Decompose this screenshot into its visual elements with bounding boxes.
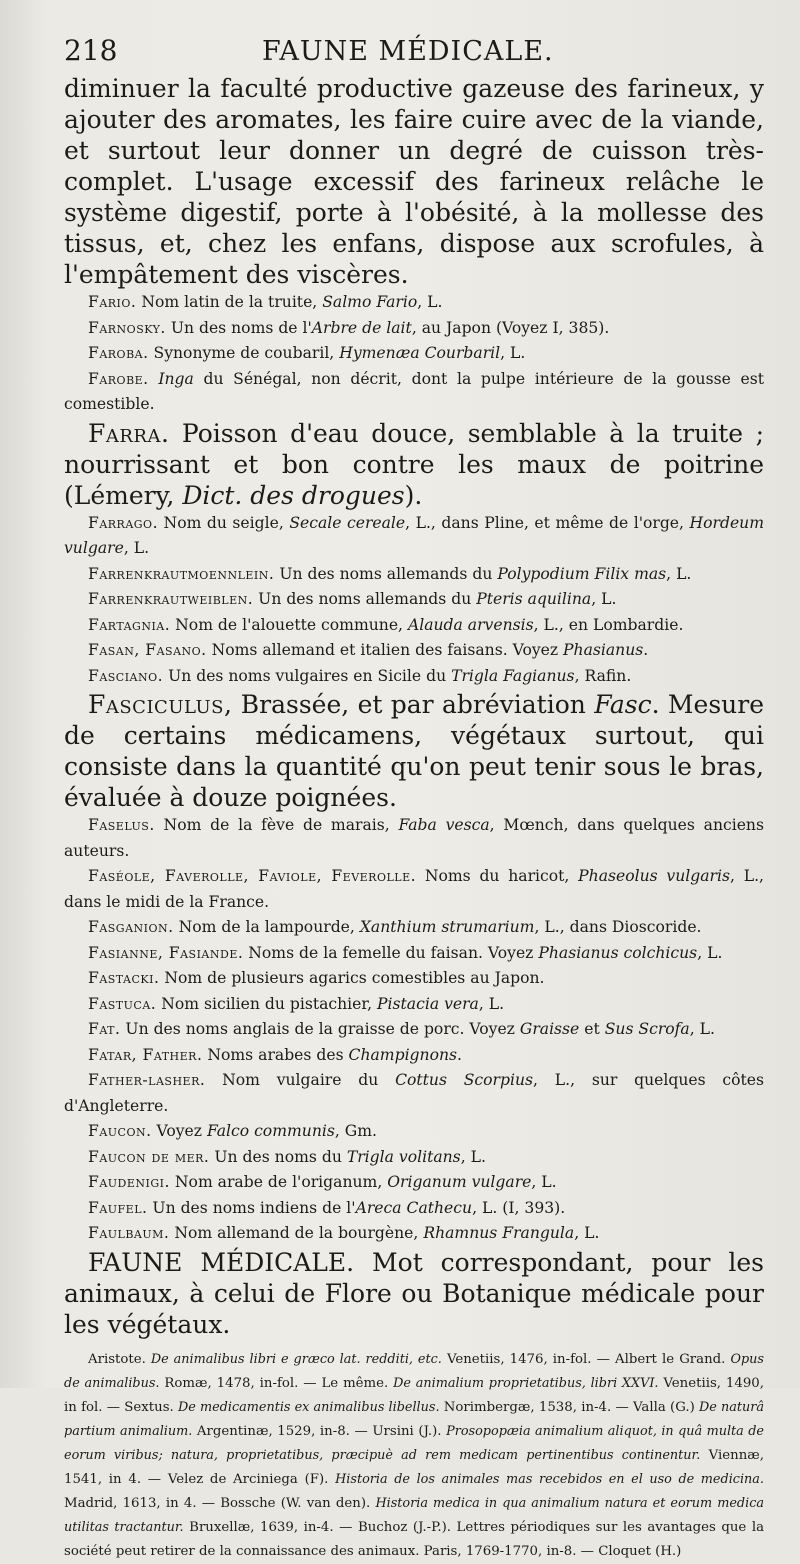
entry-text: , Mœnch, dans quelques anciens auteurs. — [64, 816, 764, 860]
entry-text: Nom vulgaire du — [205, 1071, 396, 1089]
bib-title: De animalibus libri e græco lat. redditi, etc. — [150, 1351, 442, 1367]
headword: Fario. — [88, 293, 137, 311]
running-title: FAUNE MÉDICALE. — [262, 36, 554, 67]
entry-text: , L., en Lombardie. — [533, 615, 684, 634]
entry-text: , L. — [417, 293, 443, 311]
entry-faufel — [64, 1196, 764, 1222]
headword: Farrago. — [88, 513, 159, 532]
entry-text: , L. — [666, 564, 692, 583]
headword: Fasianne, Fasiande. — [88, 943, 244, 962]
entry-latin: Cottus Scorpius — [395, 1071, 534, 1089]
bib-text: Venetiis, 1490, in fol. — Sextus. — [64, 1375, 764, 1415]
headword: Fat. — [88, 1020, 121, 1038]
entry-fasganion — [64, 915, 764, 941]
entry-latin: Inga — [158, 369, 194, 388]
entry-latin: Sus Scrofa — [604, 1020, 690, 1038]
entry-fat — [64, 1017, 764, 1043]
entry-father-lasher — [64, 1068, 764, 1119]
entry-text: Poisson d'eau douce, semblable à la truite ; nourrissant et bon contre les maux de poitrine (Lémery, — [64, 418, 764, 510]
entry-text: Nom de l'alouette commune, — [170, 615, 408, 634]
entry-text: Nom de la lampourde, — [173, 918, 360, 936]
headword: Fastacki. — [88, 969, 160, 987]
bib-title: Historia de los animales mas recebidos en el uso de medicina. — [335, 1471, 764, 1487]
bib-title: Historia medica in qua animalium natura et eorum medica utilitas tractantur. — [64, 1495, 764, 1535]
entry-faulbaum — [64, 1221, 764, 1247]
bib-title: De medicamentis ex animalibus libellus. — [178, 1399, 440, 1415]
headword: Farrenkrautmoennlein. — [88, 564, 275, 583]
headword: Fasciano. — [88, 666, 164, 685]
entry-faseole — [64, 864, 764, 915]
entry-latin: Falco communis — [206, 1122, 335, 1140]
entry-latin: Trigla Fagianus — [451, 666, 575, 685]
entry-latin: Graisse — [519, 1020, 580, 1038]
entry-text: Nom de la fève de marais, — [154, 816, 399, 834]
bib-text: Romæ, 1478, in-fol. — Le même. — [159, 1375, 394, 1391]
headword: Farnosky. — [88, 318, 166, 337]
headword: Faselus. — [88, 816, 155, 834]
bib-title: De naturâ partium animalium. — [64, 1399, 764, 1439]
entry-text: Un des noms vulgaires en Sicile du — [163, 666, 452, 685]
entry-text: , L. — [500, 344, 526, 362]
entry-text: , L., dans le midi de la France. — [64, 867, 764, 911]
entry-text: , L. — [689, 1020, 715, 1038]
headword: Fasan, Fasano. — [88, 641, 207, 659]
entry-text: Un des noms anglais de la graisse de porc. Voyez — [120, 1020, 520, 1038]
entry-text: Nom du seigle, — [158, 513, 290, 532]
entry-latin: Hordeum vulgare — [64, 513, 764, 557]
entry-text: Noms allemand et italien des faisans. Voyez — [206, 641, 564, 659]
headword: FAUNE MÉDICALE. — [88, 1247, 355, 1277]
headword: Fatar, Father. — [88, 1045, 203, 1064]
bib-text: Bruxellæ, 1639, in-4. — Buchoz (J.-P.). Lettres périodiques sur les avantages que la société peut retirer de la connaissance des animaux. Paris, 1769-1770, in-8. — Cloquet (H.) — [64, 1519, 764, 1559]
entry-fartagnia — [64, 613, 764, 639]
headword: Father-lasher. — [88, 1071, 206, 1089]
headword: Farra. — [88, 418, 170, 448]
entry-text: Nom arabe de l'origanum, — [169, 1173, 388, 1191]
bib-text: Aristote. — [88, 1351, 151, 1367]
entry-fasciculus — [64, 689, 764, 813]
entry-latin: Phaseolus vulgaris — [578, 867, 730, 885]
entry-latin: Phasianus — [563, 641, 644, 659]
entry-text: , L., dans Dioscoride. — [534, 918, 702, 936]
entry-latin: Rhamnus Frangula — [423, 1224, 575, 1242]
entry-text: Un des noms du — [209, 1147, 347, 1166]
entry-text: Mot correspondant, pour les animaux, à celui de Flore ou Botanique médicale pour les végétaux. — [64, 1247, 764, 1339]
entry-latin: Pistacia vera — [377, 994, 479, 1013]
entry-text: Un des noms de l' — [165, 318, 312, 337]
bib-title: De animalium proprietatibus, libri XXVI. — [393, 1375, 659, 1391]
entry-latin: Pteris aquilina — [476, 590, 592, 608]
entry-latin: Hymenæa Courbaril — [339, 344, 501, 362]
entry-text: , L. — [478, 994, 505, 1013]
page-number: 218 — [64, 34, 118, 67]
entry-text: . Mesure de certains médicamens, végétaux surtout, qui consiste dans la quantité qu'on peut tenir sous le bras, évaluée à douze poignées. — [64, 690, 765, 812]
bib-text: Madrid, 1613, in 4. — Bossche (W. van den). — [64, 1495, 376, 1511]
entry-text: , L. — [123, 539, 150, 557]
headword: Faulbaum. — [88, 1224, 170, 1242]
entry-text: Un des noms allemands du — [274, 564, 498, 583]
entry-text: Nom de plusieurs agarics comestibles au Japon. — [159, 969, 545, 987]
entry-text: Noms de la femelle du faisan. Voyez — [243, 943, 539, 962]
entry-text: du Sénégal, non décrit, dont la pulpe intérieure de la gousse est comestible. — [64, 369, 764, 413]
entry-text: , L. — [574, 1224, 600, 1242]
entry-farrago — [64, 511, 764, 562]
headword: Farobe. — [88, 369, 149, 388]
entry-text: Nom sicilien du pistachier, — [156, 994, 378, 1013]
entry-text — [149, 370, 159, 388]
entry-latin: Champignons — [348, 1045, 458, 1064]
entry-text: Un des noms indiens de l' — [147, 1198, 356, 1217]
entry-faucon — [64, 1119, 764, 1145]
headword: Faséole, Faverolle, Faviole, Feverolle. — [88, 867, 417, 885]
entry-text: . — [643, 641, 649, 659]
opening-paragraph: diminuer la faculté productive gazeuse des farineux, y ajouter des aromates, les faire cuire avec de la viande, et surtout leur donner un degré de cuisson très-complet. L'usage excessif des farineux relâche le système digestif, porte à l'obésité, à la mollesse des tissus, et, chez les enfans, dispose aux scrofules, à l'empâtement des viscères. — [64, 74, 764, 289]
entry-text: , Gm. — [334, 1122, 377, 1140]
entry-text: Nom latin de la truite, — [136, 293, 323, 311]
headword: Faucon. — [88, 1122, 152, 1140]
entry-text: , L., sur quelques côtes d'Angleterre. — [64, 1071, 764, 1115]
entry-fatar — [64, 1043, 764, 1069]
entry-text: Noms du haricot, — [416, 867, 579, 885]
entry-text: ). — [404, 480, 423, 510]
entry-latin: Xanthium strumarium — [359, 918, 535, 936]
entry-fasianne — [64, 941, 764, 967]
entry-text: . — [457, 1045, 462, 1064]
headword: Faudenigi. — [88, 1173, 170, 1191]
entry-latin: Dict. des drogues — [182, 480, 405, 510]
entry-latin: Fasc — [594, 690, 652, 719]
entry-text: Noms arabes des — [202, 1045, 349, 1064]
entry-text: Nom allemand de la bourgène, — [169, 1224, 424, 1242]
entry-faudenigi — [64, 1170, 764, 1196]
entry-faroba — [64, 341, 764, 367]
headword: Faucon de mer. — [88, 1147, 210, 1166]
entry-farobe — [64, 367, 764, 418]
headword: Fartagnia. — [88, 615, 171, 634]
bib-title: Prosopopæia animalium aliquot, in quâ multa de eorum viribus; natura, proprietatibus, præcipuè ad rem medicam pertinentibus continentur. — [64, 1423, 764, 1463]
entry-text: , L., dans Pline, et même de l'orge, — [405, 513, 690, 532]
entry-farnosky — [64, 316, 764, 342]
entry-text: et — [579, 1020, 605, 1038]
entry-faune-medicale — [64, 1247, 764, 1340]
entry-latin: Faba vesca — [398, 816, 490, 834]
bib-title: Opus de animalibus. — [64, 1351, 764, 1391]
entry-text: , L. — [460, 1147, 486, 1166]
entry-text: , L. — [591, 590, 617, 608]
entry-farrenkrautweiblen — [64, 587, 764, 613]
entry-text: , L. — [697, 943, 723, 962]
bibliography — [64, 1348, 764, 1564]
headword: Faroba. — [88, 344, 149, 362]
entry-fastuca — [64, 992, 764, 1018]
entry-text: Synonyme de coubaril, — [148, 344, 340, 362]
entry-latin: Origanum vulgare — [387, 1173, 532, 1191]
entry-fastacki — [64, 966, 764, 992]
entry-text: , L. (I, 393). — [472, 1198, 566, 1217]
entry-latin: Trigla volitans — [346, 1147, 461, 1166]
entry-fasan — [64, 638, 764, 664]
entry-latin: Areca Cathecu — [355, 1198, 473, 1217]
entry-text: , Rafin. — [574, 666, 632, 685]
entry-latin: Salmo Fario — [322, 293, 418, 311]
entry-faucon-de-mer — [64, 1145, 764, 1171]
headword: Fasciculus, — [88, 690, 233, 719]
headword: Fasganion. — [88, 918, 174, 936]
entry-farrenkrautmoennlein — [64, 562, 764, 588]
entry-text: Brassée, et par abréviation — [232, 690, 595, 719]
entry-text: Un des noms allemands du — [253, 590, 477, 608]
headword: Farrenkrautweiblen. — [88, 590, 254, 608]
entry-latin: Alauda arvensis — [407, 615, 534, 634]
entry-latin: Phasianus colchicus — [538, 943, 698, 962]
headword: Faufel. — [88, 1198, 148, 1217]
entry-latin: Secale cereale — [289, 513, 406, 532]
entry-fario — [64, 290, 764, 316]
bib-text: Viennæ, 1541, in 4. — Velez de Arciniega (F). — [64, 1447, 764, 1487]
entry-latin: Arbre de lait — [311, 318, 412, 337]
bib-text: Venetiis, 1476, in-fol. — Albert le Grand. — [441, 1351, 731, 1367]
page-header — [64, 34, 764, 67]
headword: Fastuca. — [88, 994, 157, 1013]
entry-latin: Polypodium Filix mas — [497, 564, 667, 583]
entry-faselus — [64, 813, 764, 864]
entry-text: , L. — [531, 1173, 557, 1191]
entry-text: Voyez — [151, 1122, 207, 1140]
bib-text: Argentinæ, 1529, in-8. — Ursini (J.). — [192, 1423, 447, 1439]
bib-text: Norimbergæ, 1538, in-4. — Valla (G.) — [439, 1399, 700, 1415]
entry-text: , au Japon (Voyez I, 385). — [411, 318, 610, 337]
entry-farra — [64, 418, 764, 511]
entry-fasciano — [64, 664, 764, 690]
